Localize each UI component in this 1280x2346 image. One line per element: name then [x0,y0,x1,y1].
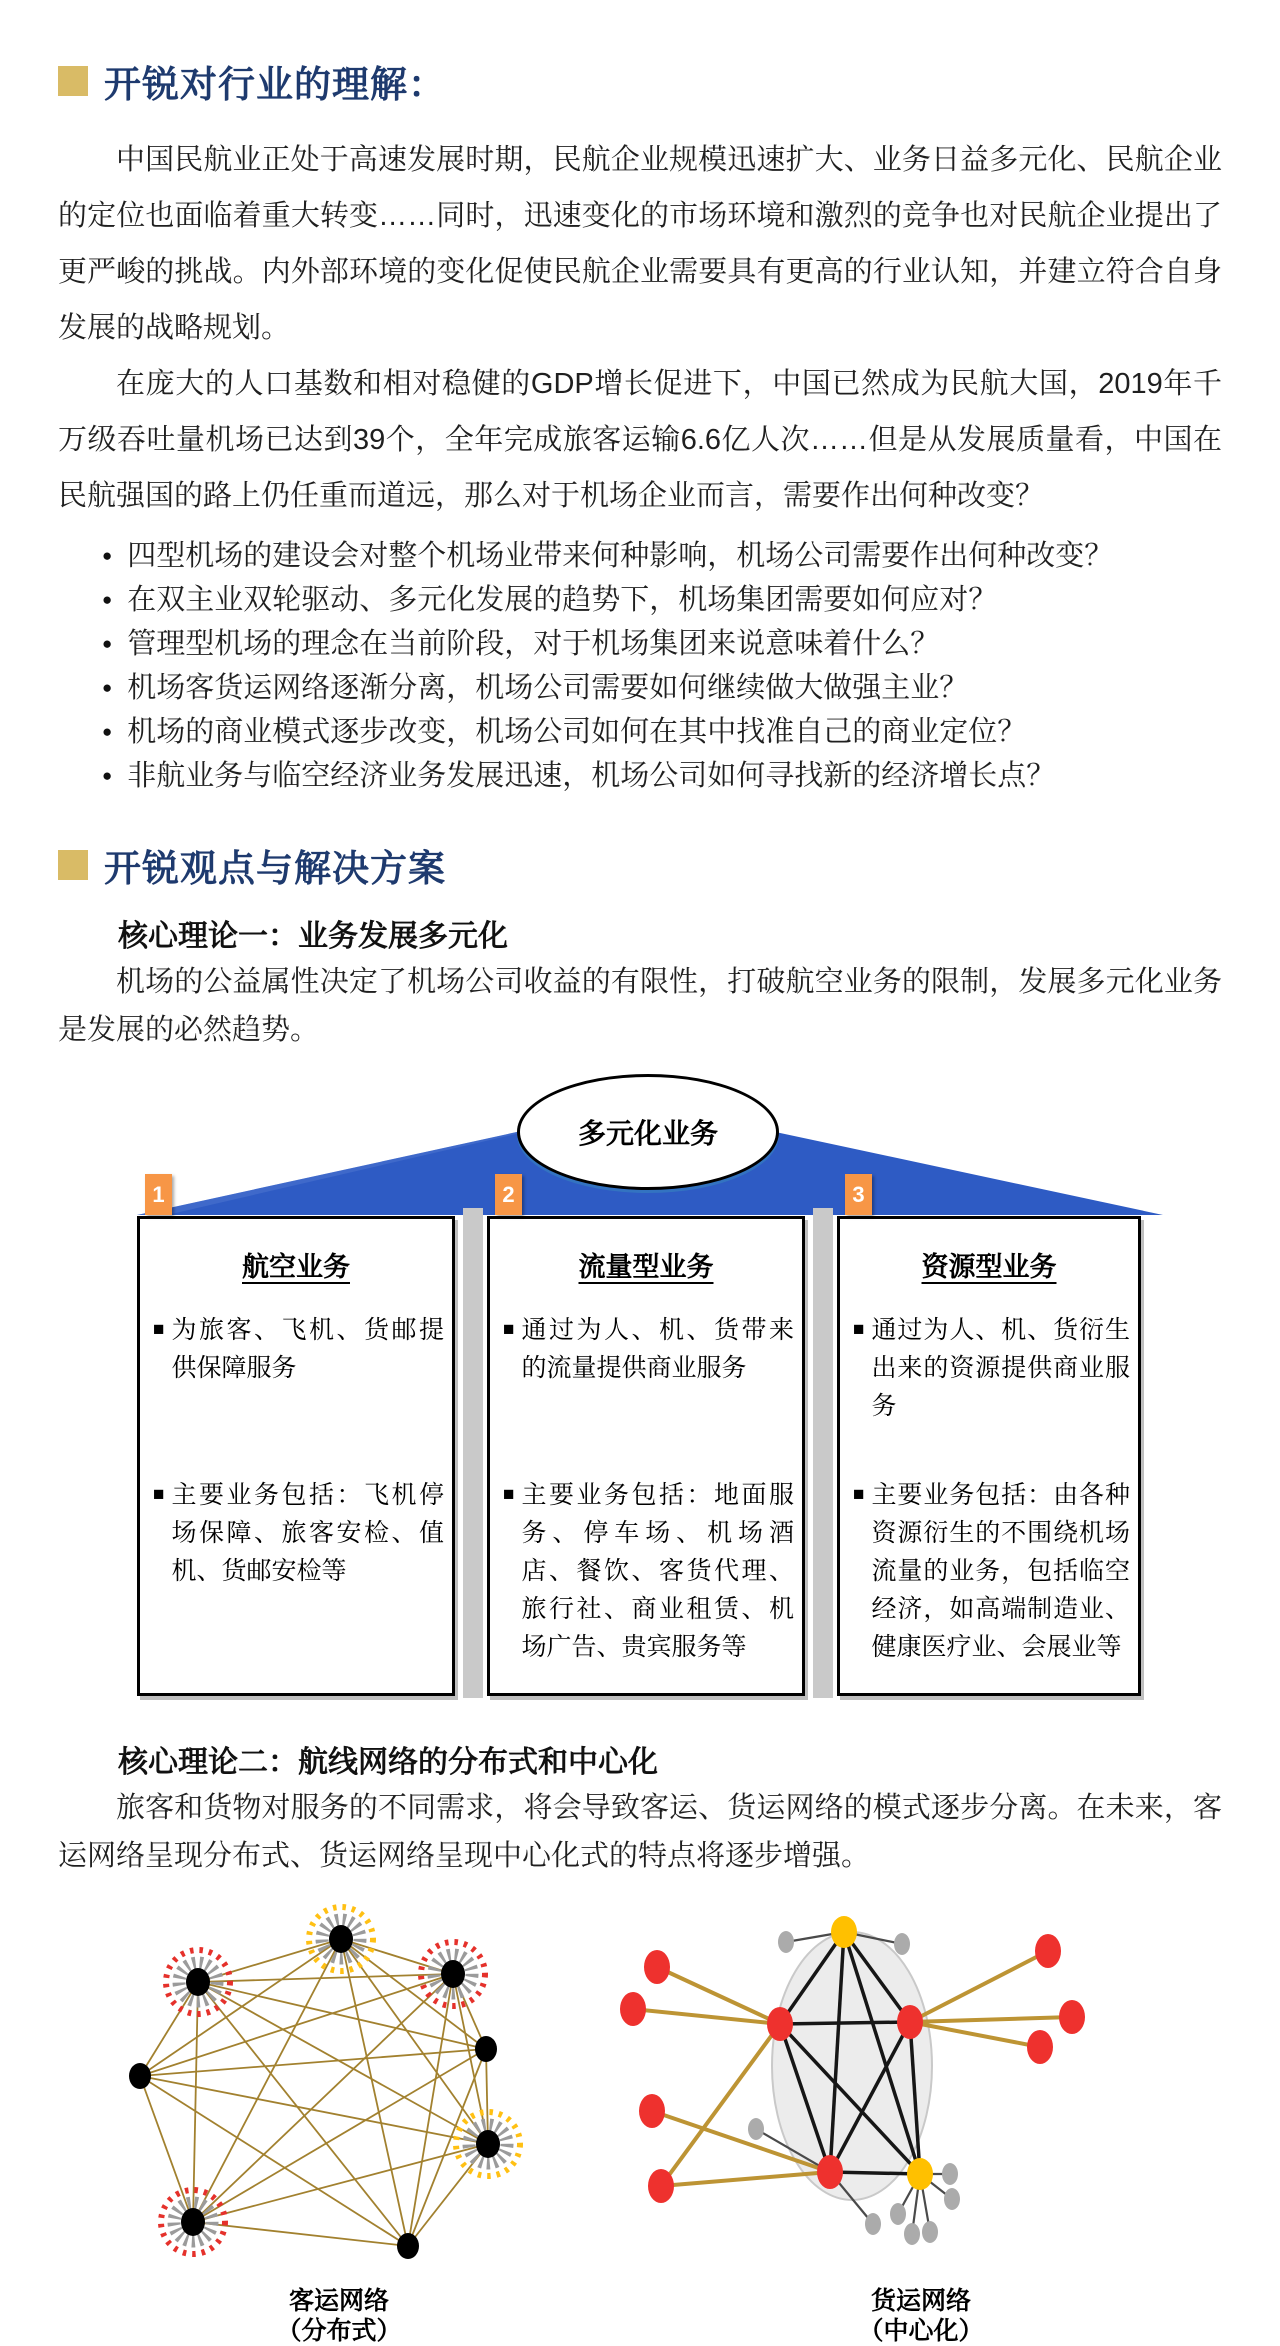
section2-title: 开锐观点与解决方案 [104,848,446,889]
square-marker-icon: ■ [503,1319,515,1340]
theory2-heading: 核心理论二：航线网络的分布式和中心化 [118,1746,658,1779]
section2-heading [58,838,1222,892]
diversified-business-diagram [137,1068,1163,1698]
column-item: ■ 主要业务包括：地面服务、停车场、机场酒店、餐饮、客货代理、旅行社、商业租赁、机场广告、贵宾服务等 [503,1476,794,1666]
question-text: 四型机场的建设会对整个机场业带来何种影响，机场公司需要作出何种改变？ [127,540,1114,572]
plain-node [475,2036,497,2062]
list-item [102,666,1222,710]
square-marker-icon: ■ [853,1484,865,1505]
badge-1: 1 [145,1174,172,1215]
column-item: ■ 主要业务包括：飞机停场保障、旅客安检、值机、货邮安检等 [153,1476,444,1590]
gold-square-icon [58,66,88,96]
passenger-network-diagram [58,1904,620,2274]
list-item [102,754,1222,798]
theory1-body: 机场的公益属性决定了机场公司收益的有限性，打破航空业务的限制，发展多元化业务是发展的必然趋势。 [58,966,1222,1046]
square-marker-icon: ■ [853,1319,865,1340]
bullet-icon: ● [102,546,113,565]
network-diagrams [58,1904,1222,2346]
question-text: 非航业务与临空经济业务发展迅速，机场公司如何寻找新的经济增长点？ [127,760,1056,792]
bullet-icon: ● [102,722,113,741]
passenger-network-caption: 客运网络 （分布式） [276,2287,402,2345]
top-ellipse-label: 多元化业务 [517,1074,779,1190]
cargo-network-block [620,1904,1222,2346]
passenger-network-block [58,1904,620,2346]
question-text: 机场的商业模式逐步改变，机场公司如何在其中找准自己的商业定位？ [127,716,1027,748]
hub-node-red [166,1950,230,2014]
list-item [102,534,1222,578]
plain-node [129,2063,151,2089]
column-title: 资源型业务 [921,1252,1057,1282]
column-traffic-business [487,1216,805,1696]
column-item: ■ 为旅客、飞机、货邮提供保障服务 [153,1311,444,1387]
question-list [58,534,1222,798]
column-aviation-business [137,1216,455,1696]
column-title: 流量型业务 [578,1252,714,1282]
column-item: ■ 通过为人、机、货带来的流量提供商业服务 [503,1311,794,1387]
hub-node-yellow [309,1907,373,1971]
square-marker-icon: ■ [503,1484,515,1505]
pillar-left [463,1208,483,1698]
theory2-body: 旅客和货物对服务的不同需求，将会导致客运、货运网络的模式逐步分离。在未来，客运网络呈现分布式、货运网络呈现中心化式的特点将逐步增强。 [58,1792,1222,1872]
column-title: 航空业务 [242,1252,350,1282]
question-text: 管理型机场的理念在当前阶段，对于机场集团来说意味着什么？ [127,628,940,660]
section1-paragraph-2: 在庞大的人口基数和相对稳健的GDP增长促进下，中国已然成为民航大国，2019年千万级吞吐量机场已达到39个，全年完成旅客运输6.6亿人次……但是从发展质量看，中国在民航强国的路上仍任重而道远，那么对于机场企业而言，需要作出何种改变？ [58,368,1222,512]
column-item: ■ 通过为人、机、货衍生出来的资源提供商业服务 [853,1311,1130,1425]
square-marker-icon: ■ [153,1319,165,1340]
list-item [102,622,1222,666]
bullet-icon: ● [102,678,113,697]
section1-paragraph-1: 中国民航业正处于高速发展时期，民航企业规模迅速扩大、业务日益多元化、民航企业的定位也面临着重大转变……同时，迅速变化的市场环境和激烈的竞争也对民航企业提出了更严峻的挑战。内外部环境的变化促使民航企业需要具有更高的行业认知，并建立符合自身发展的战略规划。 [58,144,1222,344]
list-item [102,710,1222,754]
column-item: ■ 主要业务包括：由各种资源衍生的不围绕机场流量的业务，包括临空经济，如高端制造业、健康医疗业、会展业等 [853,1476,1130,1666]
cargo-network-caption: 货运网络 （中心化） [858,2287,984,2345]
square-marker-icon: ■ [153,1484,165,1505]
column-resource-business [837,1216,1141,1696]
question-text: 机场客货运网络逐渐分离，机场公司需要如何继续做大做强主业？ [127,672,969,704]
gold-square-icon [58,850,88,880]
cargo-network-diagram [620,1904,1222,2274]
list-item [102,578,1222,622]
question-text: 在双主业双轮驱动、多元化发展的趋势下，机场集团需要如何应对？ [127,584,998,616]
bullet-icon: ● [102,634,113,653]
pillar-right [813,1208,833,1698]
plain-node [397,2233,419,2259]
bullet-icon: ● [102,590,113,609]
badge-3: 3 [845,1174,872,1215]
theory1-heading: 核心理论一：业务发展多元化 [118,920,508,953]
bullet-icon: ● [102,766,113,785]
section1-title: 开锐对行业的理解： [104,64,446,105]
section1-heading [58,54,1222,108]
badge-2: 2 [495,1174,522,1215]
